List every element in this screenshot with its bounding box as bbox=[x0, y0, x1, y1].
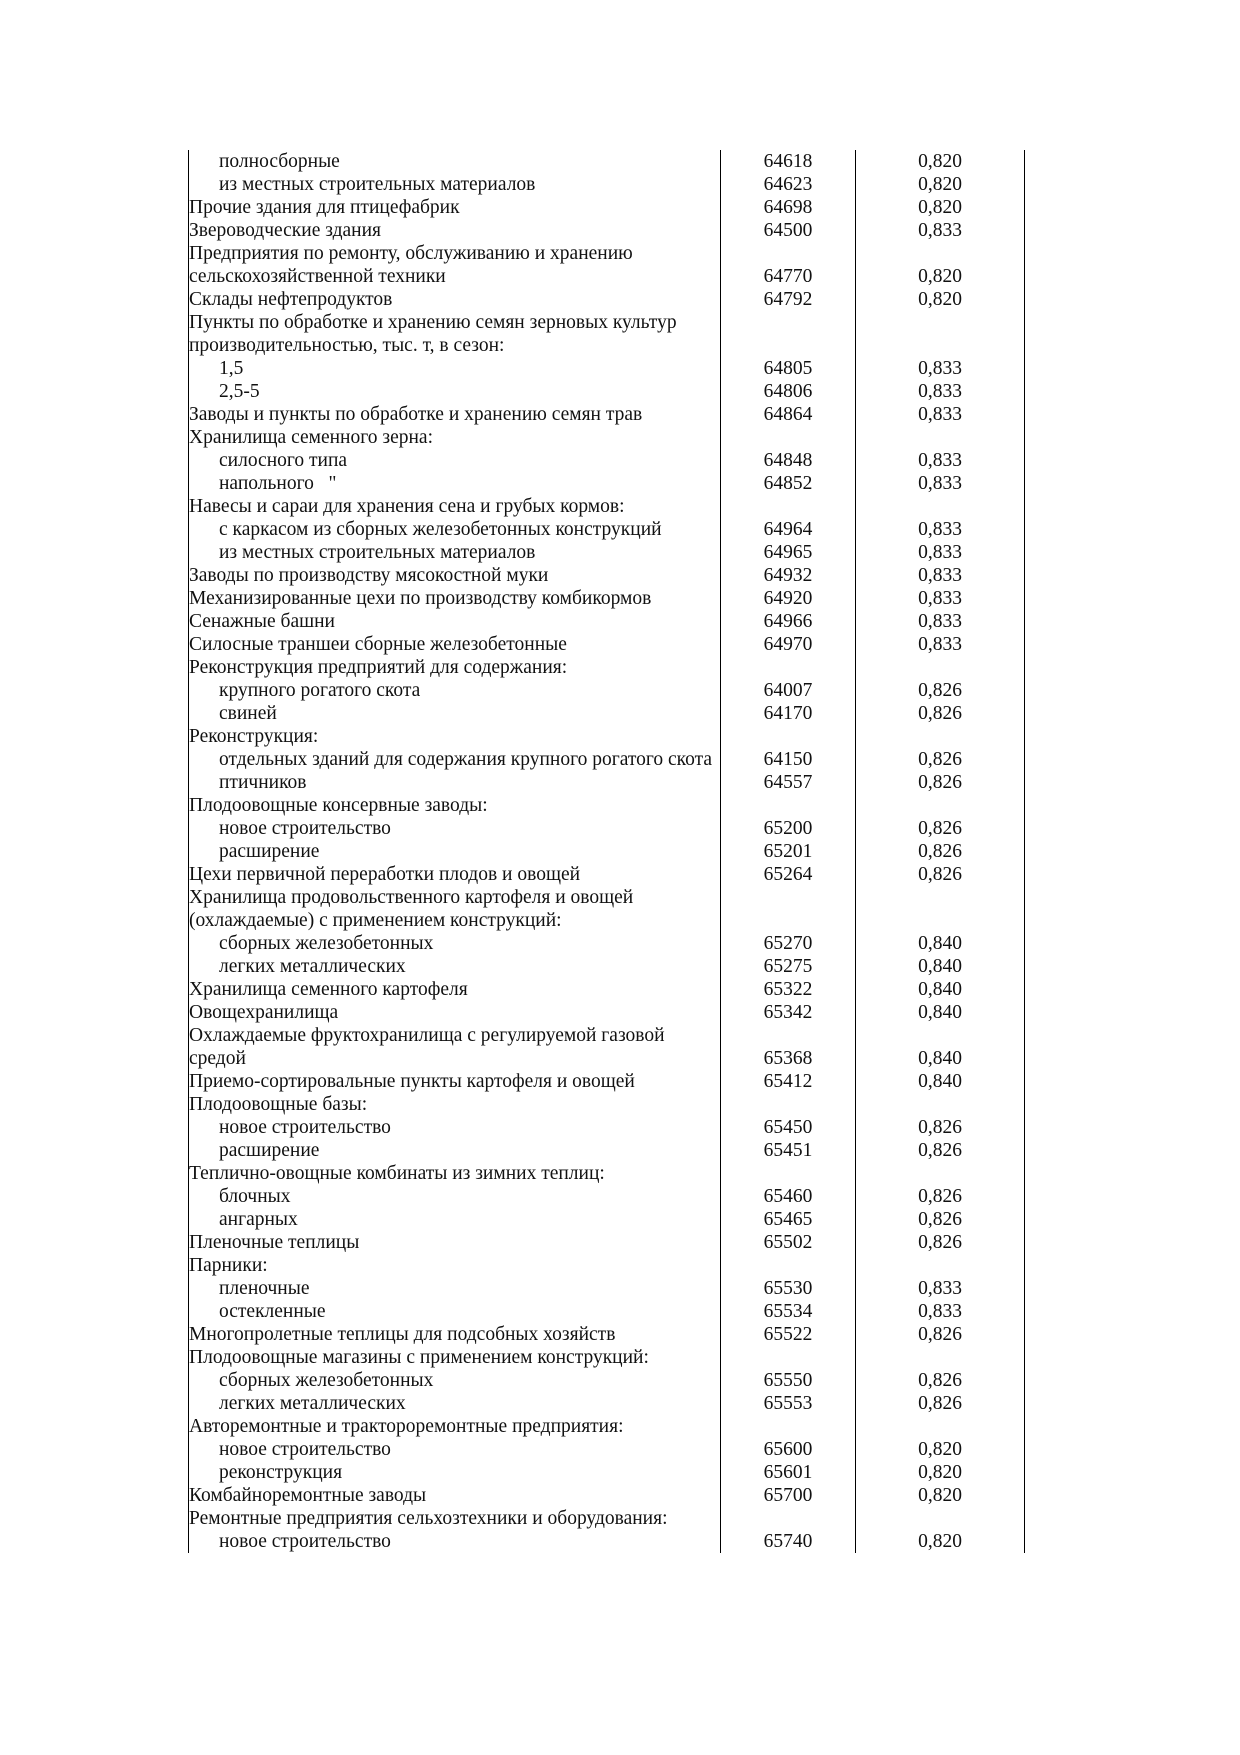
row-code bbox=[721, 656, 856, 679]
row-coefficient bbox=[856, 725, 1025, 748]
table-row bbox=[189, 702, 1025, 725]
row-name: свиней bbox=[189, 702, 721, 725]
table-body bbox=[189, 150, 1025, 1553]
row-coefficient: 0,826 bbox=[856, 863, 1025, 886]
row-name: Овощехранилища bbox=[189, 1001, 721, 1024]
row-code: 64848 bbox=[721, 449, 856, 472]
row-code: 65553 bbox=[721, 1392, 856, 1415]
row-name: 2,5-5 bbox=[189, 380, 721, 403]
row-name: остекленные bbox=[189, 1300, 721, 1323]
table-row bbox=[189, 1438, 1025, 1461]
row-coefficient: 0,820 bbox=[856, 1438, 1025, 1461]
row-coefficient: 0,820 bbox=[856, 196, 1025, 219]
table-row bbox=[189, 449, 1025, 472]
table-row bbox=[189, 886, 1025, 932]
row-name: Плодоовощные консервные заводы: bbox=[189, 794, 721, 817]
table-row bbox=[189, 1185, 1025, 1208]
row-code: 64557 bbox=[721, 771, 856, 794]
row-code: 65451 bbox=[721, 1139, 856, 1162]
row-coefficient bbox=[856, 794, 1025, 817]
table-row bbox=[189, 955, 1025, 978]
row-code: 64805 bbox=[721, 357, 856, 380]
table-row bbox=[189, 771, 1025, 794]
row-code: 65600 bbox=[721, 1438, 856, 1461]
row-name: Ремонтные предприятия сельхозтехники и оборудования: bbox=[189, 1507, 721, 1530]
table-row bbox=[189, 1024, 1025, 1070]
row-coefficient: 0,833 bbox=[856, 610, 1025, 633]
row-code: 64966 bbox=[721, 610, 856, 633]
row-coefficient: 0,833 bbox=[856, 587, 1025, 610]
row-name: крупного рогатого скота bbox=[189, 679, 721, 702]
row-name: новое строительство bbox=[189, 1530, 721, 1553]
table-row bbox=[189, 679, 1025, 702]
table-row bbox=[189, 725, 1025, 748]
table-row bbox=[189, 1116, 1025, 1139]
row-coefficient: 0,826 bbox=[856, 1139, 1025, 1162]
row-code: 65522 bbox=[721, 1323, 856, 1346]
row-code: 64792 bbox=[721, 288, 856, 311]
row-code: 65200 bbox=[721, 817, 856, 840]
row-name: напольного " bbox=[189, 472, 721, 495]
row-coefficient: 0,833 bbox=[856, 357, 1025, 380]
row-code: 65201 bbox=[721, 840, 856, 863]
row-code: 64864 bbox=[721, 403, 856, 426]
row-name: Сенажные башни bbox=[189, 610, 721, 633]
row-name: расширение bbox=[189, 840, 721, 863]
row-name: Реконструкция: bbox=[189, 725, 721, 748]
table-row bbox=[189, 1369, 1025, 1392]
row-name: Пункты по обработке и хранению семян зерновых культур производительностью, тыс. т, в сезон: bbox=[189, 311, 721, 357]
table-row bbox=[189, 794, 1025, 817]
row-name: Хранилища семенного картофеля bbox=[189, 978, 721, 1001]
row-code bbox=[721, 1254, 856, 1277]
table-row bbox=[189, 1070, 1025, 1093]
row-code: 65700 bbox=[721, 1484, 856, 1507]
row-code: 64932 bbox=[721, 564, 856, 587]
row-coefficient: 0,826 bbox=[856, 748, 1025, 771]
row-name: Плодоовощные базы: bbox=[189, 1093, 721, 1116]
table-row bbox=[189, 1415, 1025, 1438]
row-name: Навесы и сараи для хранения сена и грубых кормов: bbox=[189, 495, 721, 518]
row-coefficient: 0,820 bbox=[856, 288, 1025, 311]
row-code: 65275 bbox=[721, 955, 856, 978]
row-code: 65342 bbox=[721, 1001, 856, 1024]
row-code bbox=[721, 1093, 856, 1116]
row-coefficient: 0,826 bbox=[856, 1116, 1025, 1139]
table-row bbox=[189, 1323, 1025, 1346]
table-row bbox=[189, 748, 1025, 771]
row-code bbox=[721, 1162, 856, 1185]
row-code: 65264 bbox=[721, 863, 856, 886]
row-coefficient: 0,820 bbox=[856, 1530, 1025, 1553]
row-coefficient: 0,820 bbox=[856, 173, 1025, 196]
row-code: 64623 bbox=[721, 173, 856, 196]
row-coefficient: 0,840 bbox=[856, 955, 1025, 978]
row-coefficient: 0,820 bbox=[856, 1484, 1025, 1507]
row-code bbox=[721, 886, 856, 932]
table-row bbox=[189, 587, 1025, 610]
row-code bbox=[721, 794, 856, 817]
row-name: Склады нефтепродуктов bbox=[189, 288, 721, 311]
row-coefficient: 0,840 bbox=[856, 1070, 1025, 1093]
row-coefficient bbox=[856, 1507, 1025, 1530]
row-coefficient: 0,840 bbox=[856, 1024, 1025, 1070]
row-code bbox=[721, 1346, 856, 1369]
row-code bbox=[721, 495, 856, 518]
table-row bbox=[189, 357, 1025, 380]
row-code: 64770 bbox=[721, 242, 856, 288]
row-code: 65740 bbox=[721, 1530, 856, 1553]
row-name: Охлаждаемые фруктохранилища с регулируемой газовой средой bbox=[189, 1024, 721, 1070]
row-code: 65530 bbox=[721, 1277, 856, 1300]
row-coefficient: 0,820 bbox=[856, 1461, 1025, 1484]
row-coefficient: 0,826 bbox=[856, 1369, 1025, 1392]
row-coefficient: 0,840 bbox=[856, 1001, 1025, 1024]
row-name: из местных строительных материалов bbox=[189, 541, 721, 564]
row-coefficient: 0,826 bbox=[856, 771, 1025, 794]
row-coefficient: 0,826 bbox=[856, 702, 1025, 725]
row-code: 65460 bbox=[721, 1185, 856, 1208]
row-coefficient: 0,826 bbox=[856, 1231, 1025, 1254]
row-code: 64698 bbox=[721, 196, 856, 219]
row-code: 64970 bbox=[721, 633, 856, 656]
row-code: 64920 bbox=[721, 587, 856, 610]
row-code: 65465 bbox=[721, 1208, 856, 1231]
row-name: Прочие здания для птицефабрик bbox=[189, 196, 721, 219]
row-coefficient: 0,833 bbox=[856, 449, 1025, 472]
row-code: 64170 bbox=[721, 702, 856, 725]
row-code bbox=[721, 1507, 856, 1530]
row-coefficient: 0,833 bbox=[856, 219, 1025, 242]
row-code: 65450 bbox=[721, 1116, 856, 1139]
row-name: реконструкция bbox=[189, 1461, 721, 1484]
row-coefficient: 0,826 bbox=[856, 840, 1025, 863]
row-code: 65534 bbox=[721, 1300, 856, 1323]
row-code: 64150 bbox=[721, 748, 856, 771]
row-name: легких металлических bbox=[189, 1392, 721, 1415]
row-code: 65502 bbox=[721, 1231, 856, 1254]
row-coefficient bbox=[856, 1093, 1025, 1116]
table-row bbox=[189, 1277, 1025, 1300]
table-row bbox=[189, 978, 1025, 1001]
table-row bbox=[189, 173, 1025, 196]
row-code: 65412 bbox=[721, 1070, 856, 1093]
table-row bbox=[189, 1139, 1025, 1162]
row-name: расширение bbox=[189, 1139, 721, 1162]
row-code: 64007 bbox=[721, 679, 856, 702]
table-row bbox=[189, 403, 1025, 426]
table-row bbox=[189, 863, 1025, 886]
table-row bbox=[189, 196, 1025, 219]
row-code: 65550 bbox=[721, 1369, 856, 1392]
row-coefficient: 0,820 bbox=[856, 242, 1025, 288]
table-row bbox=[189, 380, 1025, 403]
row-coefficient bbox=[856, 311, 1025, 357]
row-name: новое строительство bbox=[189, 1116, 721, 1139]
row-name: новое строительство bbox=[189, 817, 721, 840]
row-coefficient bbox=[856, 656, 1025, 679]
table-row bbox=[189, 541, 1025, 564]
row-code: 64806 bbox=[721, 380, 856, 403]
table-row bbox=[189, 150, 1025, 173]
row-coefficient bbox=[856, 495, 1025, 518]
row-name: пленочные bbox=[189, 1277, 721, 1300]
table-row bbox=[189, 1254, 1025, 1277]
row-coefficient bbox=[856, 1254, 1025, 1277]
row-name: Теплично-овощные комбинаты из зимних теплиц: bbox=[189, 1162, 721, 1185]
row-name: 1,5 bbox=[189, 357, 721, 380]
row-code: 64852 bbox=[721, 472, 856, 495]
row-coefficient bbox=[856, 1415, 1025, 1438]
row-coefficient: 0,833 bbox=[856, 403, 1025, 426]
row-coefficient: 0,840 bbox=[856, 978, 1025, 1001]
row-coefficient: 0,826 bbox=[856, 817, 1025, 840]
table-row bbox=[189, 1392, 1025, 1415]
row-coefficient: 0,833 bbox=[856, 380, 1025, 403]
table-row bbox=[189, 219, 1025, 242]
table-row bbox=[189, 1162, 1025, 1185]
row-name: Звероводческие здания bbox=[189, 219, 721, 242]
row-coefficient: 0,826 bbox=[856, 679, 1025, 702]
table-row bbox=[189, 656, 1025, 679]
row-coefficient: 0,840 bbox=[856, 932, 1025, 955]
row-name: Цехи первичной переработки плодов и овощей bbox=[189, 863, 721, 886]
table-row bbox=[189, 518, 1025, 541]
row-name: Предприятия по ремонту, обслуживанию и хранению сельскохозяйственной техники bbox=[189, 242, 721, 288]
row-name: птичников bbox=[189, 771, 721, 794]
row-name: Приемо-сортировальные пункты картофеля и овощей bbox=[189, 1070, 721, 1093]
row-name: сборных железобетонных bbox=[189, 932, 721, 955]
row-name: Комбайноремонтные заводы bbox=[189, 1484, 721, 1507]
row-code bbox=[721, 311, 856, 357]
row-name: сборных железобетонных bbox=[189, 1369, 721, 1392]
table-row bbox=[189, 288, 1025, 311]
row-coefficient: 0,833 bbox=[856, 472, 1025, 495]
row-coefficient: 0,833 bbox=[856, 1277, 1025, 1300]
table-row bbox=[189, 1300, 1025, 1323]
table-row bbox=[189, 495, 1025, 518]
row-coefficient: 0,826 bbox=[856, 1185, 1025, 1208]
row-name: из местных строительных материалов bbox=[189, 173, 721, 196]
row-name: Многопролетные теплицы для подсобных хозяйств bbox=[189, 1323, 721, 1346]
row-coefficient bbox=[856, 1346, 1025, 1369]
row-coefficient bbox=[856, 1162, 1025, 1185]
table-row bbox=[189, 564, 1025, 587]
row-name: полносборные bbox=[189, 150, 721, 173]
row-coefficient bbox=[856, 886, 1025, 932]
row-coefficient: 0,826 bbox=[856, 1323, 1025, 1346]
table-row bbox=[189, 840, 1025, 863]
row-name: силосного типа bbox=[189, 449, 721, 472]
row-coefficient: 0,820 bbox=[856, 150, 1025, 173]
row-coefficient: 0,833 bbox=[856, 633, 1025, 656]
row-code bbox=[721, 426, 856, 449]
table-row bbox=[189, 1001, 1025, 1024]
row-name: легких металлических bbox=[189, 955, 721, 978]
row-code: 64500 bbox=[721, 219, 856, 242]
row-name: отдельных зданий для содержания крупного рогатого скота bbox=[189, 748, 721, 771]
row-name: Силосные траншеи сборные железобетонные bbox=[189, 633, 721, 656]
table-row bbox=[189, 1530, 1025, 1553]
row-name: Хранилища семенного зерна: bbox=[189, 426, 721, 449]
table-row bbox=[189, 242, 1025, 288]
row-coefficient: 0,833 bbox=[856, 541, 1025, 564]
row-name: Заводы по производству мясокостной муки bbox=[189, 564, 721, 587]
table-row bbox=[189, 1461, 1025, 1484]
row-code: 64964 bbox=[721, 518, 856, 541]
table-row bbox=[189, 610, 1025, 633]
table-row bbox=[189, 932, 1025, 955]
row-name: Пленочные теплицы bbox=[189, 1231, 721, 1254]
row-name: с каркасом из сборных железобетонных конструкций bbox=[189, 518, 721, 541]
table-row bbox=[189, 1346, 1025, 1369]
row-code: 64618 bbox=[721, 150, 856, 173]
row-name: новое строительство bbox=[189, 1438, 721, 1461]
row-code: 65270 bbox=[721, 932, 856, 955]
row-name: Хранилища продовольственного картофеля и овощей (охлаждаемые) с применением конструкций: bbox=[189, 886, 721, 932]
table-row bbox=[189, 817, 1025, 840]
coefficients-table bbox=[188, 150, 1025, 1553]
row-code: 65601 bbox=[721, 1461, 856, 1484]
row-code: 65368 bbox=[721, 1024, 856, 1070]
table-row bbox=[189, 1208, 1025, 1231]
table-row bbox=[189, 1093, 1025, 1116]
row-coefficient: 0,833 bbox=[856, 518, 1025, 541]
row-coefficient: 0,826 bbox=[856, 1392, 1025, 1415]
row-code: 65322 bbox=[721, 978, 856, 1001]
row-coefficient bbox=[856, 426, 1025, 449]
row-name: Реконструкция предприятий для содержания: bbox=[189, 656, 721, 679]
table-row bbox=[189, 311, 1025, 357]
row-coefficient: 0,826 bbox=[856, 1208, 1025, 1231]
row-name: Авторемонтные и тракторoремонтные предприятия: bbox=[189, 1415, 721, 1438]
row-coefficient: 0,833 bbox=[856, 564, 1025, 587]
row-code bbox=[721, 725, 856, 748]
table-row bbox=[189, 1484, 1025, 1507]
table-row bbox=[189, 1507, 1025, 1530]
table-row bbox=[189, 426, 1025, 449]
row-name: ангарных bbox=[189, 1208, 721, 1231]
row-code: 64965 bbox=[721, 541, 856, 564]
row-name: Плодоовощные магазины с применением конструкций: bbox=[189, 1346, 721, 1369]
row-name: блочных bbox=[189, 1185, 721, 1208]
table-row bbox=[189, 633, 1025, 656]
table-row bbox=[189, 472, 1025, 495]
row-name: Заводы и пункты по обработке и хранению семян трав bbox=[189, 403, 721, 426]
row-name: Механизированные цехи по производству комбикормов bbox=[189, 587, 721, 610]
row-name: Парники: bbox=[189, 1254, 721, 1277]
row-coefficient: 0,833 bbox=[856, 1300, 1025, 1323]
table-row bbox=[189, 1231, 1025, 1254]
row-code bbox=[721, 1415, 856, 1438]
